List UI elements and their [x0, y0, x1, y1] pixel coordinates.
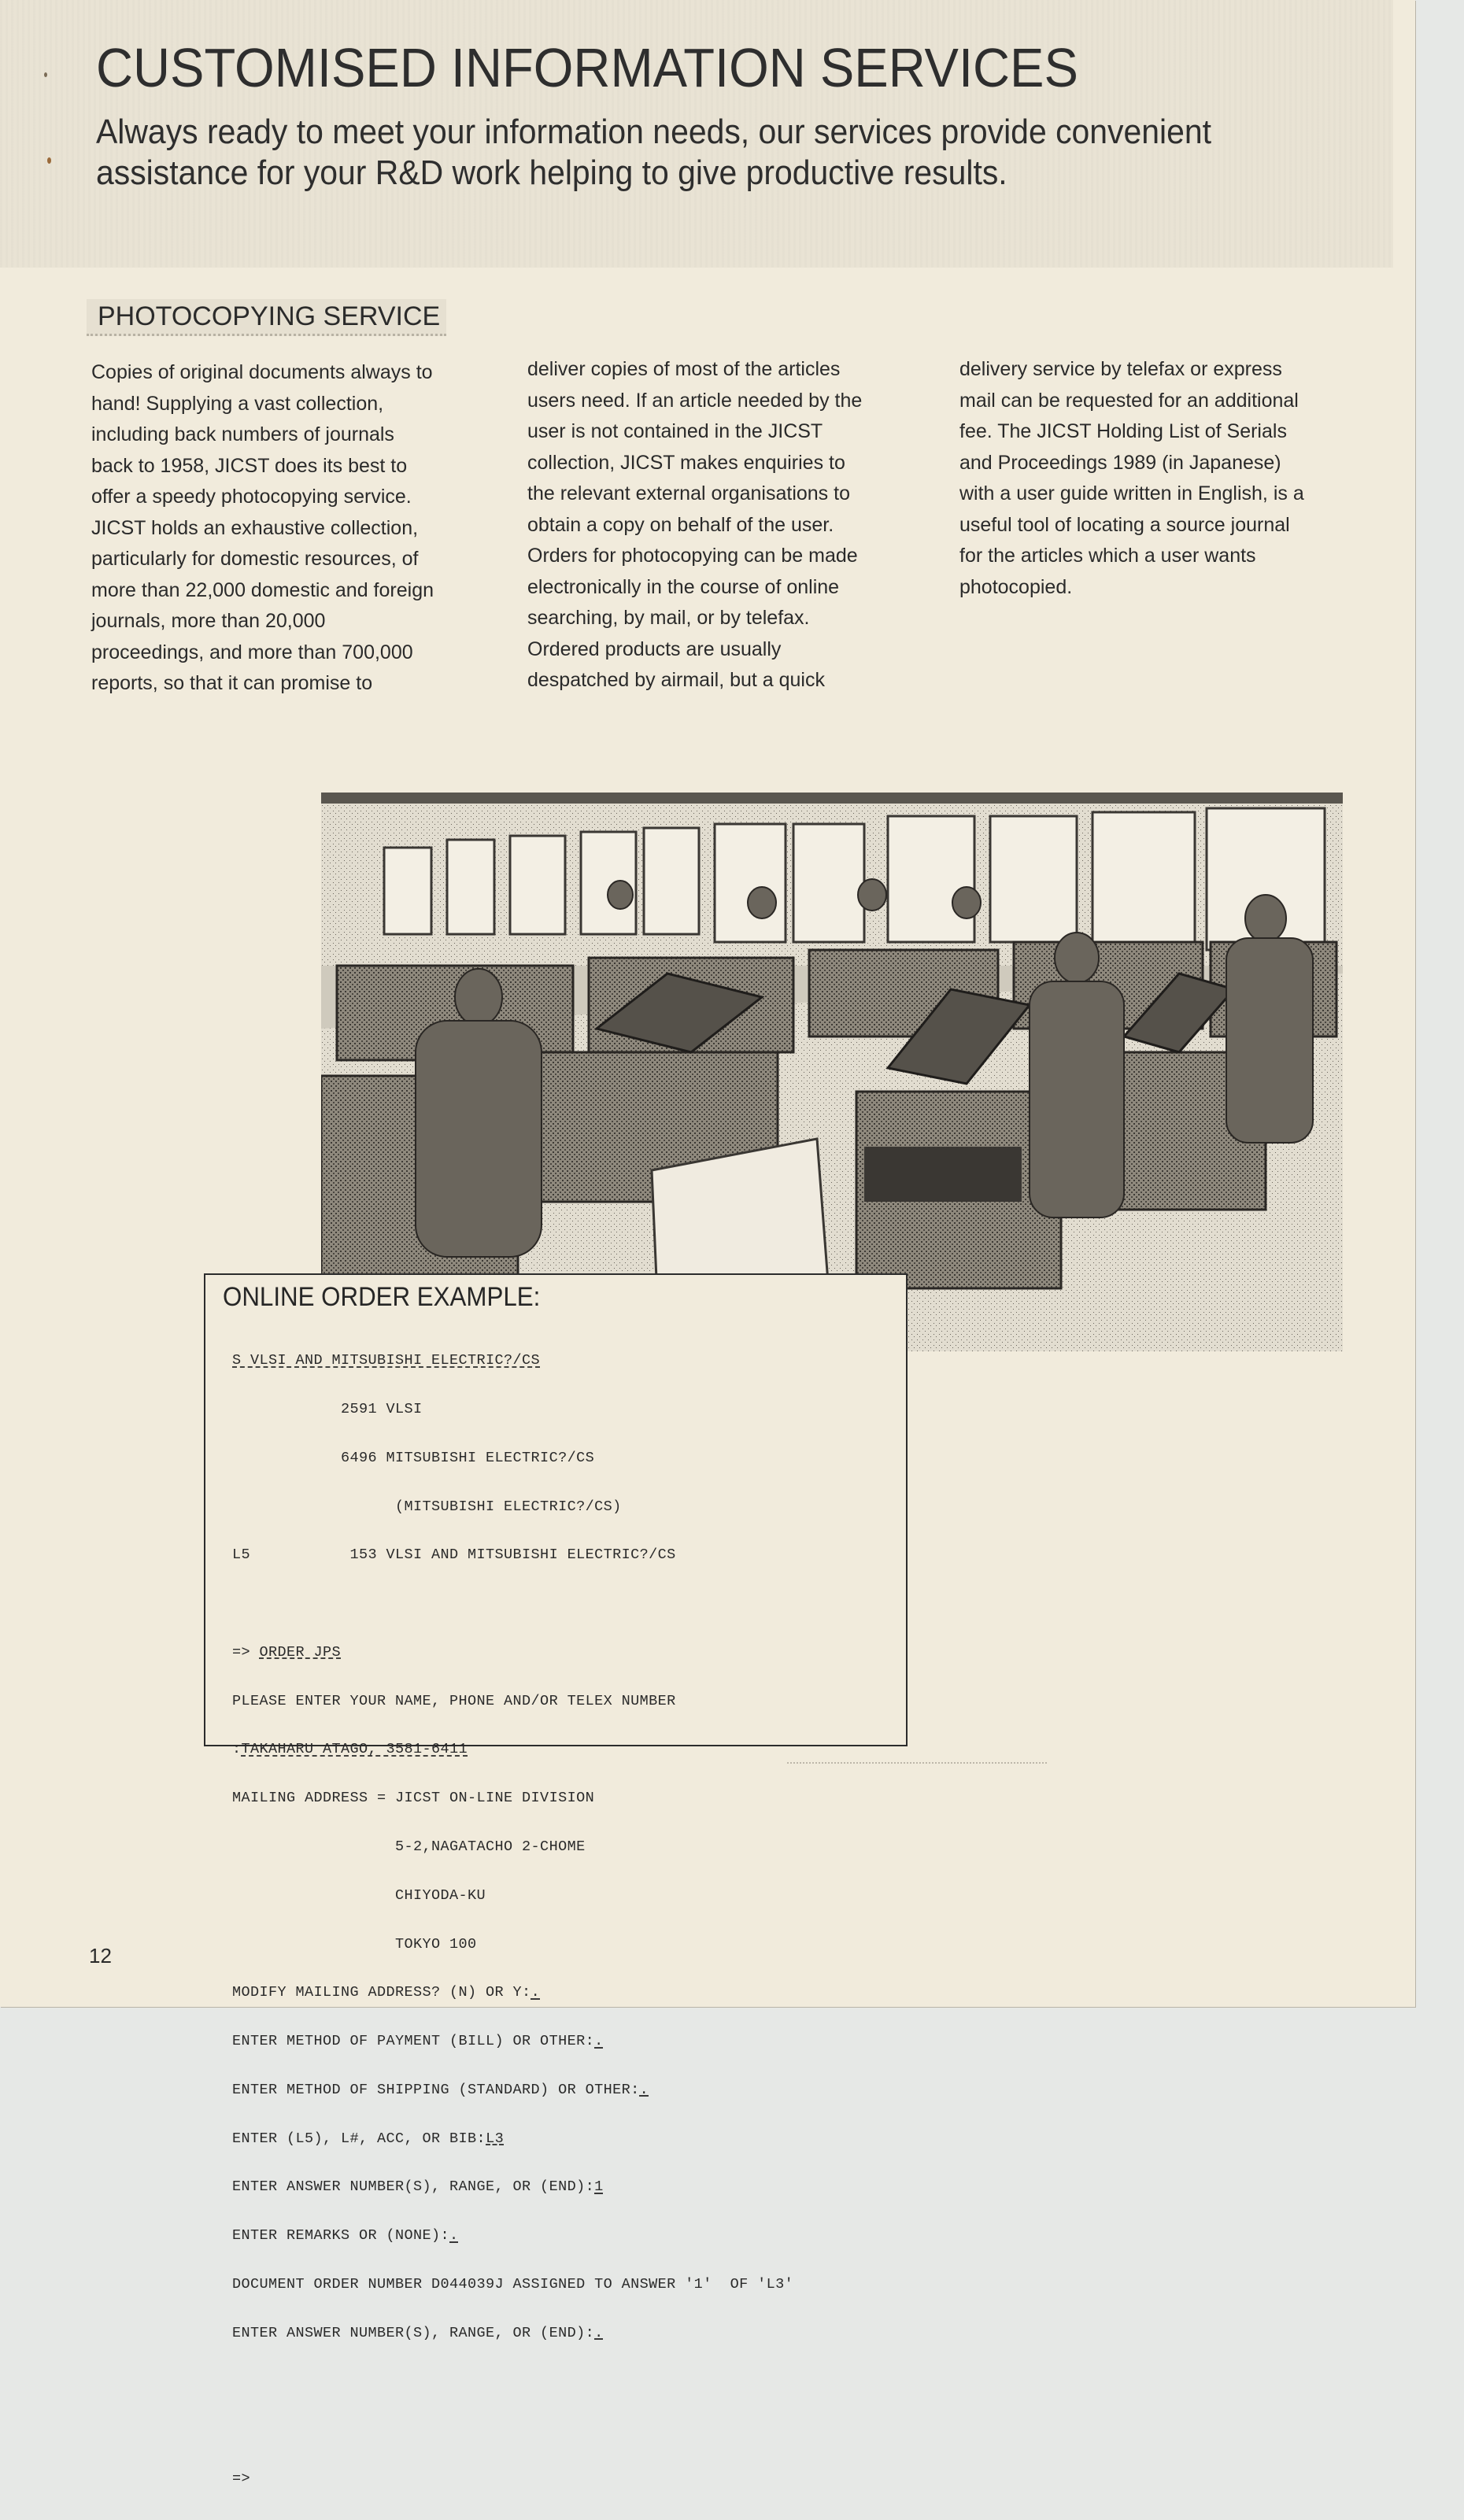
- body-column-1: [91, 357, 516, 700]
- section-heading: PHOTOCOPYING SERVICE: [87, 299, 446, 336]
- header-band: [0, 0, 1393, 268]
- terminal-line: ENTER REMARKS OR (NONE):.: [232, 2227, 459, 2245]
- terminal-line: [232, 1596, 793, 1613]
- terminal-prompt: =>: [232, 2470, 251, 2488]
- terminal-line: PLEASE ENTER YOUR NAME, PHONE AND/OR TELEX NUMBER: [232, 1692, 676, 1709]
- terminal-line: (MITSUBISHI ELECTRIC?/CS): [232, 1498, 622, 1515]
- terminal-transcript: [232, 1321, 793, 2520]
- terminal-line: ENTER METHOD OF PAYMENT (BILL) OR OTHER:.: [232, 2033, 604, 2050]
- body-column-3: [959, 354, 1385, 603]
- terminal-line: [232, 2422, 793, 2439]
- terminal-line: [232, 2374, 793, 2391]
- terminal-line: CHIYODA-KU: [232, 1886, 486, 1904]
- body-text: delivery service by telefax or express mail can be requested for an additional fee. The JICST Holding List of Serials and Proceedings 1989 (in Japanese) with a user guide written in English, is a useful tool of locating a source journal for the articles which a user wants photocopied.: [959, 358, 1304, 598]
- user-input: L3: [486, 2130, 505, 2147]
- scan-speck: [47, 157, 51, 164]
- page-subtitle: Always ready to meet your information needs, our services provide convenient assistance for your R&D work helping to give productive results.: [96, 113, 1212, 192]
- photo-copier-panel: [864, 1147, 1022, 1202]
- terminal-line: ENTER ANSWER NUMBER(S), RANGE, OR (END):1: [232, 2178, 604, 2196]
- order-example-title: ONLINE ORDER EXAMPLE:: [223, 1282, 541, 1312]
- terminal-line: 5-2,NAGATACHO 2-CHOME: [232, 1838, 586, 1855]
- photo-ceiling: [321, 793, 1343, 804]
- scan-speck: [44, 72, 47, 77]
- terminal-line: :TAKAHARU ATAGO, 3581-6411: [232, 1741, 468, 1758]
- page-number: 12: [89, 1944, 112, 1968]
- user-input: .: [594, 2324, 604, 2341]
- terminal-line: ENTER (L5), L#, ACC, OR BIB:L3: [232, 2130, 505, 2147]
- terminal-line: 6496 MITSUBISHI ELECTRIC?/CS: [232, 1449, 595, 1466]
- terminal-line: ENTER ANSWER NUMBER(S), RANGE, OR (END):.: [232, 2324, 604, 2341]
- scan-artifact-rule: [787, 1762, 1047, 1764]
- body-text: Copies of original documents always to hand! Supplying a vast collection, including back numbers of journals back to 1958, JICST does its best to offer a speedy photocopying service. JICST holds an exhaustive collection, particularly for domestic resources, of more than 22,000 domestic and foreign journals, more than 20,000 proceedings, and more than 700,000 reports, so that it can promise to: [91, 361, 434, 694]
- terminal-line: MAILING ADDRESS = JICST ON-LINE DIVISION: [232, 1790, 595, 1807]
- terminal-line: 2591 VLSI: [232, 1400, 423, 1417]
- terminal-line: L5 153 VLSI AND MITSUBISHI ELECTRIC?/CS: [232, 1546, 676, 1564]
- user-input: 1: [594, 2178, 604, 2196]
- terminal-line: => ORDER JPS: [232, 1643, 342, 1661]
- terminal-line: ENTER METHOD OF SHIPPING (STANDARD) OR OTHER:.: [232, 2081, 649, 2098]
- terminal-line: DOCUMENT ORDER NUMBER D044039J ASSIGNED TO ANSWER '1' OF 'L3': [232, 2276, 794, 2293]
- user-input: TAKAHARU ATAGO, 3581-6411: [241, 1741, 468, 1758]
- user-input: .: [594, 2033, 604, 2050]
- terminal-line: [232, 1353, 793, 1369]
- user-input: .: [531, 1984, 541, 2001]
- body-column-2: [527, 354, 952, 697]
- user-input: .: [449, 2227, 459, 2245]
- user-input: S VLSI AND MITSUBISHI ELECTRIC?/CS: [232, 1352, 541, 1369]
- terminal-line: TOKYO 100: [232, 1935, 477, 1953]
- online-order-example: [204, 1273, 908, 2488]
- user-input: ORDER JPS: [259, 1643, 342, 1661]
- photocopying-room-photo: [321, 793, 1343, 1351]
- photo-illustration: [321, 793, 1343, 1351]
- body-text: deliver copies of most of the articles users need. If an article needed by the user is not contained in the JICST collection, JICST makes enquiries to the relevant external organisations to obtain a copy on behalf of the user. Orders for photocopying can be made electronically in the course of online searching, by mail, or by telefax. Ordered products are usually despatched by airmail, but a quick: [527, 358, 863, 691]
- terminal-line: MODIFY MAILING ADDRESS? (N) OR Y:.: [232, 1984, 541, 2001]
- user-input: .: [639, 2081, 649, 2098]
- page-title: CUSTOMISED INFORMATION SERVICES: [96, 37, 1078, 98]
